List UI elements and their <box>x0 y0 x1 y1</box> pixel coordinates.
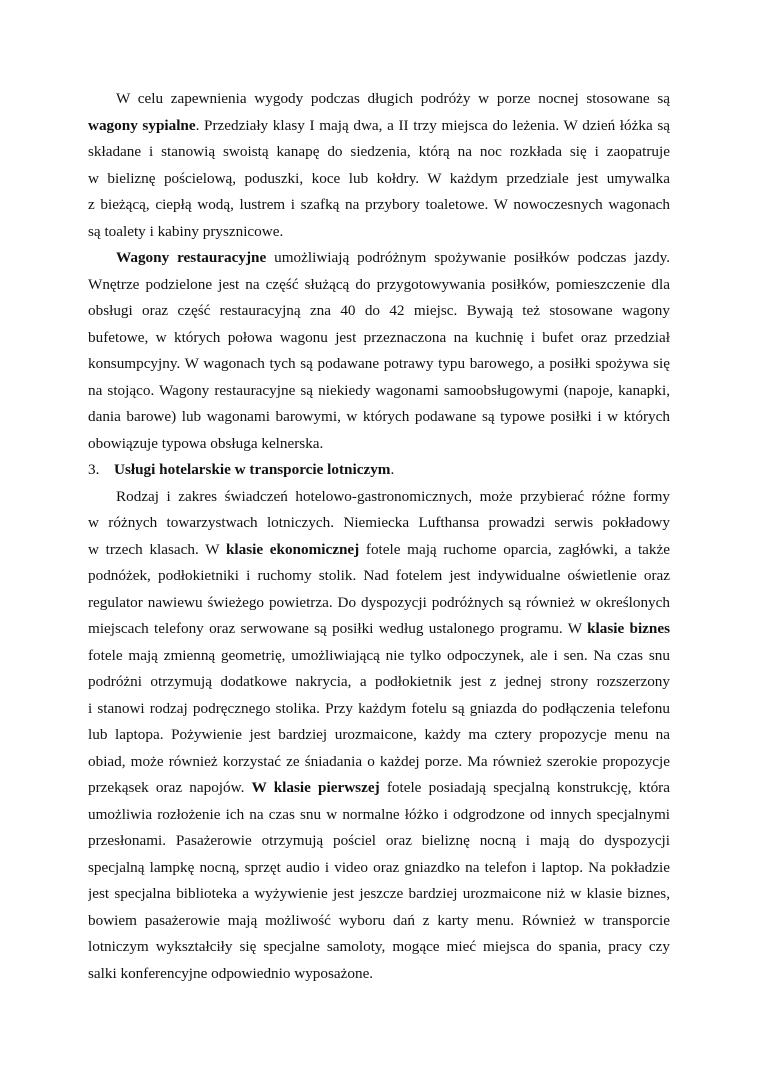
text-segment: i stanowi rodzaj podręcznego stolika. Przy każdym fotelu są gniazda do podłączenia telefonu <box>88 699 670 717</box>
text-line <box>88 908 670 935</box>
text-line <box>88 722 670 749</box>
section-number: 3. <box>88 461 100 478</box>
text-segment: przesłonami. Pasażerowie otrzymują pościel oraz bieliznę nocną i mają do dyspozycji <box>88 832 670 849</box>
text-line <box>88 457 670 484</box>
text-segment: bowiem pasażerowie mają możliwość wyboru dań z karty menu. Również w transporcie <box>88 911 670 929</box>
document-body <box>88 86 670 987</box>
text-line <box>88 404 670 431</box>
text-segment: są toalety i kabiny prysznicowe. <box>88 222 284 240</box>
text-segment: W celu zapewnienia wygody podczas długich podróży w porze nocnej stosowane są <box>116 90 670 107</box>
text-line <box>88 219 670 246</box>
paragraph <box>88 245 670 457</box>
text-segment: jest specjalna biblioteka a wyżywienie jest jeszcze bardziej urozmaicone niż w klasie biznes, <box>88 885 670 902</box>
text-segment: obowiązuje typowa obsługa kelnerska. <box>88 434 324 452</box>
text-segment: konsumpcyjny. W wagonach tych są podawane potrawy typu barowego, a posiłki spożywa się <box>88 355 670 372</box>
text-segment: podnóżek, podłokietniki i ruchomy stolik. Nad fotelem jest indywidualne oświetlenie oraz <box>88 567 670 584</box>
bold-term: W klasie pierwszej <box>251 779 380 796</box>
text-segment: Rodzaj i zakres świadczeń hotelowo-gastronomicznych, może przybierać różne formy <box>116 487 670 505</box>
text-line <box>88 351 670 378</box>
text-segment: dania barowe) lub wagonami barowymi, w których podawane są typowe posiłki i w których <box>88 408 670 425</box>
text-line <box>88 749 670 776</box>
text-line <box>88 696 670 723</box>
text-line <box>88 139 670 166</box>
text-segment: . Przedziały klasy I mają dwa, a II trzy miejsca do leżenia. W dzień łóżka są <box>195 116 670 134</box>
bold-term: wagony sypialne <box>88 116 196 134</box>
text-segment: lotniczym wykształciły się specjalne samoloty, mogące mieć miejsca do spania, pracy czy <box>88 938 670 955</box>
text-segment: umożliwia rozłożenie ich na czas snu w normalne łóżko i odgrodzone od innych specjalnymi <box>88 805 670 823</box>
text-line <box>88 510 670 537</box>
text-segment: przekąsek oraz napojów. <box>88 779 252 796</box>
text-line <box>88 298 670 325</box>
text-segment: podróżni otrzymują dodatkowe nakrycia, a podłokietnik jest z jednej strony rozszerzony <box>88 673 670 690</box>
text-segment: specjalną lampkę nocną, sprzęt audio i video oraz gniazdko na telefon i laptop. Na pokładzie <box>88 858 670 876</box>
paragraph <box>88 484 670 988</box>
text-line <box>88 961 670 988</box>
text-line <box>88 828 670 855</box>
text-line <box>88 166 670 193</box>
text-line <box>88 537 670 564</box>
text-segment: obsługi oraz część restauracyjną zna 40 do 42 miejsc. Bywają też stosowane wagony <box>88 302 670 319</box>
text-segment: w trzech klasach. W <box>88 540 226 558</box>
text-line <box>88 245 670 272</box>
text-segment: z bieżącą, ciepłą wodą, lustrem i szafką na przybory toaletowe. W nowoczesnych wagonach <box>88 196 670 213</box>
text-segment: w różnych towarzystwach lotniczych. Niemiecka Lufthansa prowadzi serwis pokładowy <box>88 514 670 531</box>
text-line <box>88 775 670 802</box>
text-segment: lub laptopa. Pożywienie jest bardziej urozmaicone, każdy ma cztery propozycje menu na <box>88 726 670 743</box>
section-heading <box>88 457 670 484</box>
text-line <box>88 484 670 511</box>
text-line <box>88 643 670 670</box>
text-segment: miejscach telefony oraz serwowane są posiłki według ustalonego programu. W <box>88 620 588 637</box>
text-segment: umożliwiają podróżnym spożywanie posiłków podczas jazdy. <box>266 249 670 266</box>
text-segment: Wnętrze podzielone jest na część służącą do przygotowywania posiłków, pomieszczenie dla <box>88 275 670 293</box>
text-segment: obiad, może również korzystać ze śniadania o każdej porze. Ma również szerokie propozycje <box>88 752 670 770</box>
text-segment: w bieliznę pościelową, poduszki, koce lub kołdry. W każdym przedziale jest umywalka <box>88 169 670 187</box>
text-segment: . <box>390 461 395 478</box>
text-line <box>88 563 670 590</box>
text-line <box>88 378 670 405</box>
text-line <box>88 192 670 219</box>
text-line <box>88 272 670 299</box>
text-line <box>88 431 670 458</box>
text-line <box>88 855 670 882</box>
bold-term: klasie biznes <box>587 620 670 637</box>
text-line <box>88 616 670 643</box>
text-segment: fotele posiadają specjalną konstrukcję, która <box>379 779 670 796</box>
text-line <box>88 881 670 908</box>
text-line <box>88 86 670 113</box>
text-segment: bufetowe, w których połowa wagonu jest przeznaczona na kuchnię i bufet oraz przedział <box>88 328 670 346</box>
text-segment: regulator nawiewu świeżego powietrza. Do dyspozycji podróżnych są również w określonych <box>88 593 670 611</box>
bold-term: Wagony restauracyjne <box>116 249 267 266</box>
bold-term: Usługi hotelarskie w transporcie lotniczym <box>114 461 391 478</box>
text-line <box>88 934 670 961</box>
text-line <box>88 325 670 352</box>
bold-term: klasie ekonomicznej <box>225 540 360 558</box>
text-segment: fotele mają ruchome oparcia, zagłówki, a także <box>359 540 670 558</box>
text-segment: składane i stanowią swoistą kanapę do siedzenia, którą na noc rozkłada się i zaopatruje <box>88 143 670 160</box>
text-line <box>88 113 670 140</box>
text-line <box>88 669 670 696</box>
text-segment: na stojąco. Wagony restauracyjne są niekiedy wagonami samoobsługowymi (napoje, kanapki, <box>88 381 670 399</box>
text-segment: salki konferencyjne odpowiednio wyposażone. <box>88 964 374 982</box>
text-line <box>88 802 670 829</box>
text-segment: fotele mają zmienną geometrię, umożliwiającą nie tylko odpoczynek, ale i sen. Na czas snu <box>88 646 670 664</box>
paragraph <box>88 86 670 245</box>
text-line <box>88 590 670 617</box>
